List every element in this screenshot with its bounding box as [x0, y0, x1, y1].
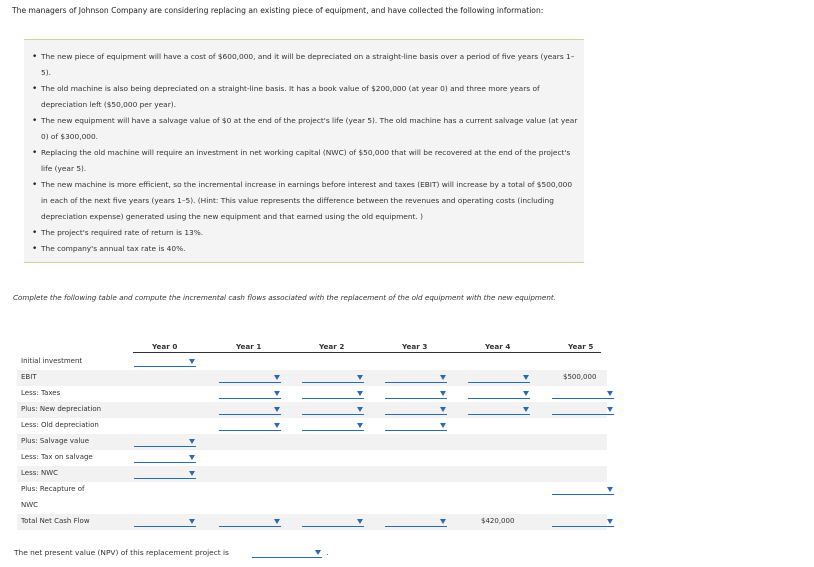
dropdown-arrow-icon [523, 391, 529, 396]
dropdown-total-year-1[interactable] [219, 517, 281, 527]
dropdown-arrow-icon [189, 455, 195, 460]
row-label-initial-investment: Initial investment [21, 357, 83, 365]
dropdown-arrow-icon [274, 519, 280, 524]
dropdown-arrow-icon [189, 439, 195, 444]
table-instruction: Complete the following table and compute the incremental cash flows associated with the replacement of the old equipment with the new equipment. [13, 293, 557, 302]
bullet-text: Replacing the old machine will require an investment in net working capital (NWC) of $50,000 that will be recovered at the end of the project's life (year 5). [41, 148, 571, 173]
bullet-dot: • [32, 52, 38, 62]
dropdown-total-year-2[interactable] [302, 517, 364, 527]
bullet-dot: • [32, 228, 38, 238]
dropdown-arrow-icon [523, 407, 529, 412]
dropdown-old-dep-year-2[interactable] [302, 421, 364, 431]
dropdown-arrow-icon [274, 423, 280, 428]
dropdown-arrow-icon [523, 375, 529, 380]
dropdown-arrow-icon [274, 375, 280, 380]
bullet-dot: • [32, 180, 38, 190]
row-label-taxes: Less: Taxes [21, 389, 61, 397]
dropdown-arrow-icon [357, 519, 363, 524]
dropdown-new-dep-year-3[interactable] [385, 405, 447, 415]
row-label-recapture-nwc: NWC [21, 501, 39, 509]
bullet-dot: • [32, 116, 38, 126]
dropdown-new-dep-year-2[interactable] [302, 405, 364, 415]
bullet-item [32, 49, 580, 81]
dropdown-arrow-icon [274, 407, 280, 412]
dropdown-total-year-3[interactable] [385, 517, 447, 527]
bullet-text: The new piece of equipment will have a cost of $600,000, and it will be depreciated on a straight-line basis over a period of five years (years 1–5). [41, 52, 575, 77]
dropdown-total-year-0[interactable] [134, 517, 196, 527]
dropdown-ebit-year-2[interactable] [302, 373, 364, 383]
col-header-year-4: Year 4 [485, 342, 511, 351]
col-header-year-5: Year 5 [568, 342, 594, 351]
dropdown-new-dep-year-4[interactable] [468, 405, 530, 415]
dropdown-initial-investment-year-0[interactable] [134, 357, 196, 367]
dropdown-arrow-icon [607, 391, 613, 396]
row-label-recapture: Plus: Recapture of [21, 485, 85, 493]
bullet-text: The project's required rate of return is 13%. [41, 228, 204, 237]
dropdown-arrow-icon [440, 519, 446, 524]
row-label-tax-on-salvage: Less: Tax on salvage [21, 453, 93, 461]
dropdown-arrow-icon [607, 487, 613, 492]
bullet-item [32, 241, 580, 257]
dropdown-old-dep-year-1[interactable] [219, 421, 281, 431]
npv-label: The net present value (NPV) of this replacement project is [14, 548, 229, 557]
dropdown-arrow-icon [357, 375, 363, 380]
dropdown-arrow-icon [440, 391, 446, 396]
dropdown-ebit-year-3[interactable] [385, 373, 447, 383]
col-header-year-3: Year 3 [402, 342, 428, 351]
dropdown-salvage-year-0[interactable] [134, 437, 196, 447]
bullet-item [32, 225, 580, 241]
dropdown-nwc-year-0[interactable] [134, 469, 196, 479]
ebit-year-5-value: $500,000 [563, 373, 597, 381]
dropdown-new-dep-year-1[interactable] [219, 405, 281, 415]
row-label-ebit: EBIT [21, 373, 37, 381]
dropdown-arrow-icon [440, 375, 446, 380]
bullet-item [32, 145, 580, 177]
total-year-4-value: $420,000 [481, 517, 515, 525]
bullet-text: The new equipment will have a salvage value of $0 at the end of the project's life (year 5). The old machine has a current salvage value (at year 0) of $300,000. [41, 116, 578, 141]
dropdown-arrow-icon [315, 550, 321, 555]
dropdown-arrow-icon [357, 407, 363, 412]
bullet-item [32, 177, 580, 225]
dropdown-tax-salvage-year-0[interactable] [134, 453, 196, 463]
row-label-new-depreciation: Plus: New depreciation [21, 405, 102, 413]
problem-intro: The managers of Johnson Company are considering replacing an existing piece of equipment, and have collected the following information: [12, 6, 544, 15]
dropdown-arrow-icon [357, 423, 363, 428]
row-shade [17, 434, 607, 450]
row-label-total-net-cash-flow: Total Net Cash Flow [21, 517, 90, 525]
dropdown-arrow-icon [607, 407, 613, 412]
dropdown-arrow-icon [357, 391, 363, 396]
dropdown-arrow-icon [440, 407, 446, 412]
bullet-item [32, 113, 580, 145]
dropdown-taxes-year-3[interactable] [385, 389, 447, 399]
bullet-text: The company's annual tax rate is 40%. [41, 244, 186, 253]
dropdown-taxes-year-1[interactable] [219, 389, 281, 399]
dropdown-new-dep-year-5[interactable] [552, 405, 614, 415]
bullet-dot: • [32, 244, 38, 254]
col-header-year-2: Year 2 [319, 342, 345, 351]
bullet-dot: • [32, 148, 38, 158]
row-label-salvage-value: Plus: Salvage value [21, 437, 90, 445]
col-header-year-1: Year 1 [236, 342, 262, 351]
dropdown-ebit-year-1[interactable] [219, 373, 281, 383]
dropdown-total-year-5[interactable] [552, 517, 614, 527]
dropdown-taxes-year-2[interactable] [302, 389, 364, 399]
row-label-old-depreciation: Less: Old depreciation [21, 421, 99, 429]
dropdown-arrow-icon [440, 423, 446, 428]
dropdown-recapture-year-5[interactable] [552, 485, 614, 495]
dropdown-arrow-icon [189, 471, 195, 476]
dropdown-arrow-icon [607, 519, 613, 524]
header-rule [133, 352, 601, 353]
bullet-text: The old machine is also being depreciated on a straight-line basis. It has a book value of $200,000 (at year 0) and three more years of depreciation left ($50,000 per year). [41, 84, 540, 109]
bullet-dot: • [32, 84, 38, 94]
dropdown-arrow-icon [274, 391, 280, 396]
bullet-item [32, 81, 580, 113]
dropdown-npv[interactable] [252, 548, 322, 558]
row-shade [17, 466, 607, 482]
dropdown-taxes-year-4[interactable] [468, 389, 530, 399]
col-header-year-0: Year 0 [152, 342, 178, 351]
dropdown-taxes-year-5[interactable] [552, 389, 614, 399]
dropdown-arrow-icon [189, 519, 195, 524]
dropdown-arrow-icon [189, 359, 195, 364]
info-box [24, 39, 584, 263]
row-label-nwc: Less: NWC [21, 469, 59, 477]
dropdown-old-dep-year-3[interactable] [385, 421, 447, 431]
dropdown-ebit-year-4[interactable] [468, 373, 530, 383]
npv-period: . [326, 548, 329, 557]
bullet-text: The new machine is more efficient, so the incremental increase in earnings before interest and taxes (EBIT) will increase by a total of $500,000 in each of the next five years (years 1–5). (Hint: This value represents the difference between the revenues and operating costs (including depreciation expense) generated using the new equipment and that earned using the old equipment. ) [41, 180, 573, 221]
